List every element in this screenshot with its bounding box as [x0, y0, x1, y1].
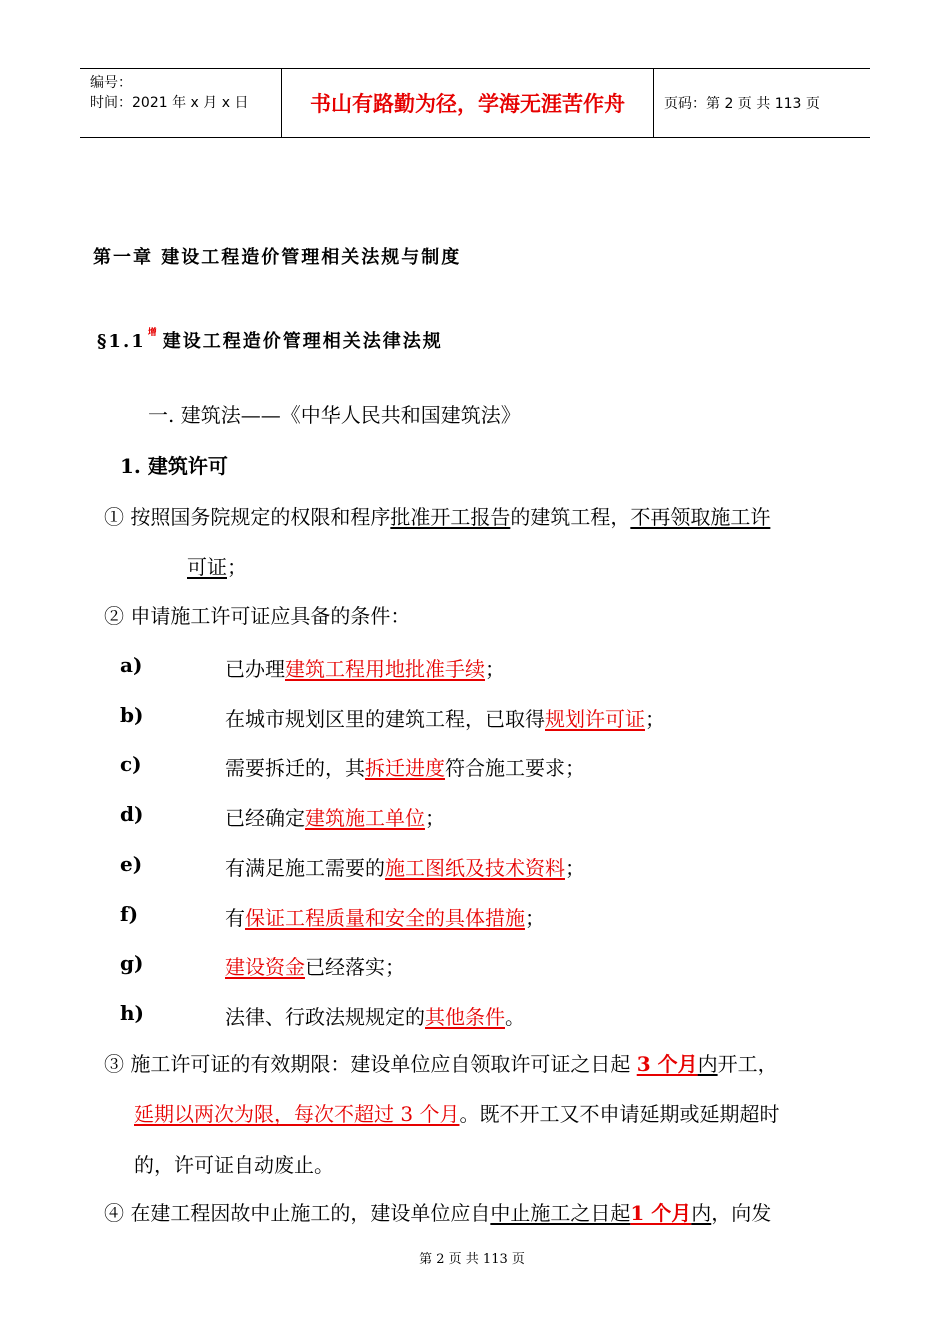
condition-text	[225, 703, 665, 732]
condition-label: h)	[120, 1001, 145, 1025]
text-run: ④ 在建工程因故中止施工的，建设单位应自	[104, 1201, 491, 1225]
section-title: 建设工程造价管理相关法律法规	[162, 331, 443, 352]
highlight-run: 规划许可证	[545, 707, 645, 731]
subsection-title: 一. 建筑法——《中华人民共和国建筑法》	[148, 403, 521, 427]
paragraph-1-cont	[187, 554, 247, 580]
highlight-run: 拆迁进度	[365, 756, 445, 780]
header-meta	[80, 69, 282, 137]
section-heading	[97, 327, 443, 353]
text-run: ；	[485, 657, 505, 681]
text-run: ；	[227, 555, 247, 579]
text-run: 已办理	[225, 657, 285, 681]
paragraph-2: ② 申请施工许可证应具备的条件：	[104, 604, 411, 628]
text-run: 已经确定	[225, 806, 305, 830]
header-page-info: 页码：第 2 页 共 113 页	[664, 96, 820, 112]
text-run: 开工，	[717, 1052, 778, 1076]
paragraph-3	[104, 1051, 778, 1077]
text-run: ；	[565, 856, 585, 880]
text-run: 。既不开工又不申请延期或延期超时	[459, 1102, 780, 1126]
condition-text	[225, 951, 405, 980]
page-header	[80, 68, 870, 138]
text-run: ；	[645, 707, 665, 731]
condition-text	[225, 752, 585, 781]
underlined-run: 中止施工之日起	[490, 1201, 631, 1225]
paragraph-3-cont	[134, 1101, 779, 1127]
text-run: 在城市规划区里的建筑工程，已取得	[225, 707, 545, 731]
text-run: ① 按照国务院规定的权限和程序	[104, 505, 391, 529]
chapter-title: 第一章 建设工程造价管理相关法规与制度	[93, 247, 462, 268]
header-motto: 书山有路勤为径，学海无涯苦作舟	[282, 69, 654, 137]
underlined-run: 批准开工报告	[390, 505, 511, 529]
condition-label: a)	[120, 653, 143, 677]
highlight-run: 保证工程质量和安全的具体措施	[245, 906, 525, 930]
number-label: 编号：	[90, 75, 132, 91]
condition-label: e)	[120, 852, 143, 876]
condition-text	[225, 852, 585, 881]
condition-label: c)	[120, 752, 142, 776]
highlight-run: 建筑工程用地批准手续	[285, 657, 485, 681]
condition-label: b)	[120, 703, 144, 727]
text-run: 有	[225, 906, 245, 930]
highlight-run: 3 个月	[636, 1052, 698, 1076]
condition-label: g)	[120, 951, 144, 975]
condition-text	[225, 653, 505, 682]
paragraph-3-end: 的，许可证自动废止。	[134, 1153, 334, 1177]
text-run: ，向发	[711, 1201, 772, 1225]
highlight-run: 其他条件	[425, 1005, 505, 1029]
condition-label: f)	[120, 902, 139, 926]
text-run: ；	[525, 906, 545, 930]
condition-text	[225, 802, 445, 831]
highlight-run: 施工图纸及技术资料	[385, 856, 565, 880]
text-run: ③ 施工许可证的有效期限：建设单位应自领取许可证之日起	[104, 1052, 637, 1076]
highlight-run: 1 个月	[630, 1201, 692, 1225]
text-run: 已经落实；	[305, 955, 405, 979]
condition-text	[225, 902, 545, 931]
condition-label: d)	[120, 802, 144, 826]
time-label: 时间：2021 年 x 月 x 日	[90, 95, 249, 111]
underlined-run: 内	[697, 1052, 718, 1076]
highlight-run: 延期以两次为限，每次不超过 3 个月	[134, 1102, 460, 1126]
item-title: 1. 建筑许可	[120, 454, 228, 478]
condition-text	[225, 1001, 525, 1030]
text-run: 需要拆迁的，其	[225, 756, 365, 780]
page-footer	[0, 1248, 950, 1267]
text-run: 的建筑工程，	[510, 505, 631, 529]
highlight-run: 建筑施工单位	[305, 806, 425, 830]
footer-text: 第 2 页 共 113 页	[419, 1252, 525, 1267]
underlined-run: 不再领取施工许	[630, 505, 771, 529]
underlined-run: 内	[691, 1201, 712, 1225]
text-run: ；	[425, 806, 445, 830]
paragraph-4	[104, 1200, 771, 1226]
underlined-run: 可证	[187, 555, 227, 579]
text-run: 法律、行政法规规定的	[225, 1005, 425, 1029]
text-run: 。	[505, 1005, 525, 1029]
text-run: 符合施工要求；	[445, 756, 585, 780]
highlight-run: 建设资金	[225, 955, 305, 979]
text-run: 有满足施工需要的	[225, 856, 385, 880]
paragraph-1	[104, 504, 770, 530]
section-number: §1.1	[97, 331, 146, 352]
section-mark: 增	[147, 328, 159, 338]
